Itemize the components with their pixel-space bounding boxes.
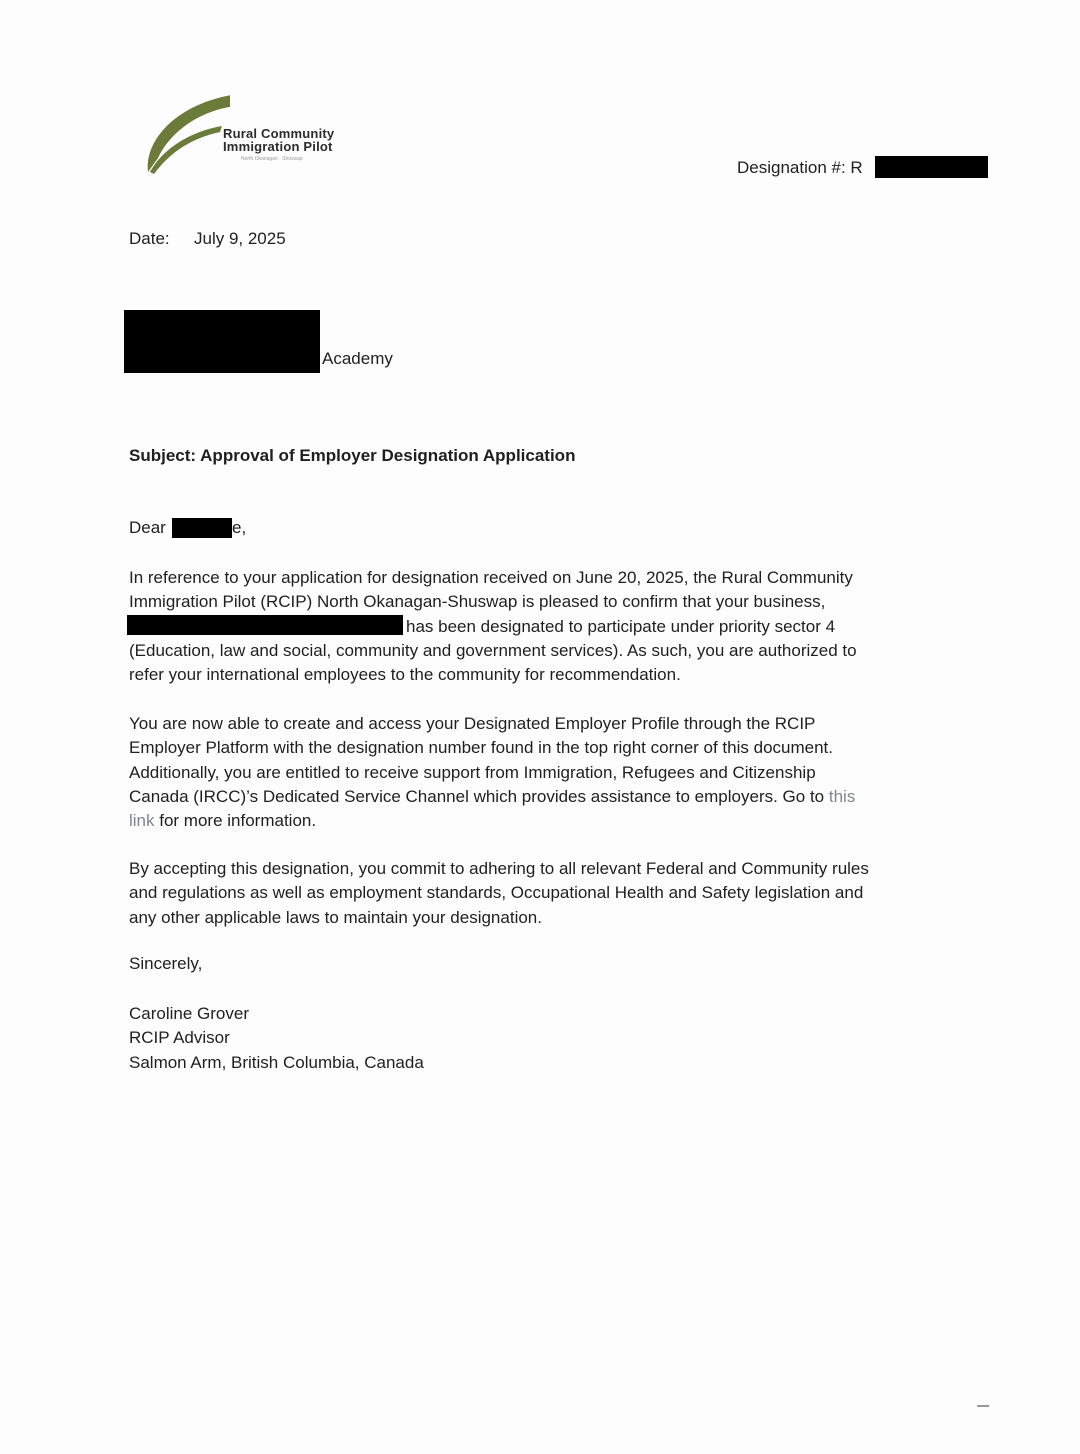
paragraph-line: Employer Platform with the designation number found in the top right corner of this document. — [129, 738, 833, 758]
date-label: Date: — [129, 229, 170, 248]
paragraph-line: (Education, law and social, community and government services). As such, you are authorized to — [129, 640, 857, 660]
rcip-logo — [140, 88, 380, 178]
signer-name: Caroline Grover — [129, 1004, 249, 1023]
paragraph-obligations — [129, 857, 979, 930]
paragraph-line: Immigration Pilot (RCIP) North Okanagan-Shuswap is pleased to confirm that your business, — [129, 592, 826, 612]
designation-number: Designation #: R — [737, 158, 863, 177]
paragraph-employer-profile — [129, 712, 979, 833]
salutation-suffix: e, — [232, 518, 247, 537]
date-line — [129, 229, 286, 249]
closing: Sincerely, — [129, 954, 203, 973]
paragraph-line: In reference to your application for designation received on June 20, 2025, the Rural Community — [129, 568, 853, 587]
paragraph-line: and regulations as well as employment standards, Occupational Health and Safety legislation and — [129, 883, 864, 903]
leaf-swoosh-icon — [140, 88, 230, 178]
signer-location: Salmon Arm, British Columbia, Canada — [129, 1052, 424, 1072]
redaction-block — [172, 518, 232, 538]
paragraph-line: By accepting this designation, you commit to adhering to all relevant Federal and Community rules — [129, 859, 869, 878]
logo-subtitle: North Okanagan - Shuswap — [241, 156, 303, 162]
subject-line: Subject: Approval of Employer Designation Application — [129, 446, 576, 465]
signature-block — [129, 1002, 424, 1075]
paragraph-line — [129, 615, 979, 639]
paragraph-line: any other applicable laws to maintain your designation. — [129, 907, 542, 927]
logo-title-line1: Rural Community — [223, 126, 335, 141]
paragraph-text: for more information. — [159, 811, 317, 831]
redaction-block — [127, 615, 403, 635]
redaction-block — [875, 156, 988, 178]
redaction-block — [124, 310, 320, 373]
salutation-prefix: Dear — [129, 518, 166, 537]
paragraph-line: You are now able to create and access your Designated Employer Profile through the RCIP — [129, 714, 816, 733]
paragraph-line — [129, 809, 979, 833]
info-link[interactable]: link — [129, 811, 155, 831]
paragraph-line — [129, 785, 979, 809]
info-link[interactable]: this — [828, 786, 856, 806]
recipient-org-suffix: Academy — [322, 349, 393, 368]
paragraph-line: refer your international employees to the community for recommendation. — [129, 665, 681, 685]
signer-title: RCIP Advisor — [129, 1028, 230, 1048]
paragraph-text: Canada (IRCC)’s Dedicated Service Channel which provides assistance to employers. Go to — [129, 786, 825, 806]
paragraph-line: Additionally, you are entitled to receive support from Immigration, Refugees and Citizenship — [129, 762, 816, 782]
paragraph-designation — [129, 566, 979, 687]
date-value: July 9, 2025 — [194, 229, 286, 248]
paragraph-text: has been designated to participate under priority sector 4 — [406, 616, 836, 636]
scan-mark — [977, 1405, 989, 1407]
logo-title-line2: Immigration Pilot — [223, 139, 333, 154]
